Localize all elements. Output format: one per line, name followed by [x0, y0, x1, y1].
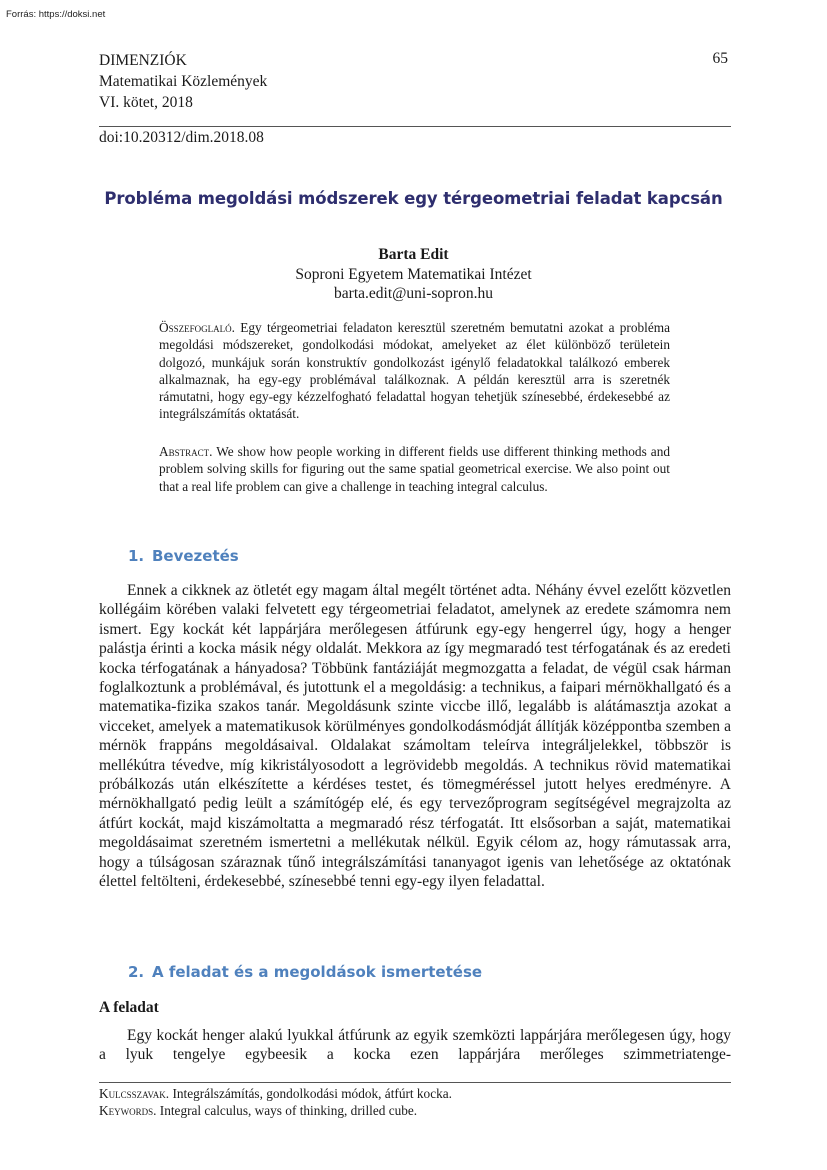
keywords-english-label: Keywords.	[99, 1103, 157, 1118]
section-heading-problem	[128, 963, 482, 981]
abstract-hungarian	[159, 319, 670, 423]
journal-volume: VI. kötet, 2018	[99, 94, 193, 111]
source-label: Forrás: https://doksi.net	[6, 9, 106, 20]
section-heading-introduction	[128, 547, 239, 565]
keywords-hungarian	[99, 1085, 452, 1102]
subsection-heading: A feladat	[99, 999, 159, 1016]
intro-paragraph: Ennek a cikknek az ötletét egy magam által megélt történet adta. Néhány évvel ezelőtt közvetlen kollégáim körében valaki felvetett egy térgeometriai feladatot, amelynek az eredete számomra nem ismert. Egy kockát két lappárjára merőlegesen átfúrunk egy-egy hengerrel úgy, hogy a henger palástja érinti a kocka másik négy oldalát. Mekkora az így megmaradó test térfogatának és az eredeti kocka térfogatának a hányadosa? Többünk fantáziáját megmozgatta a feladat, de végül csak hárman foglalkoztunk a problémával, és jutottunk el a megoldásig: a technikus, a faipari mérnökhallgató és a matematika-fizika szakos tanár. Megoldásunk szinte viccbe illő, legalább is alátámasztja azokat a vicceket, amelyek a matematikusok körülményes gondolkodásmódját állítják középpontba szemben a mérnök frappáns megoldásaival. Oldalakat számoltam teleírva integráljelekkel, többször is mellékútra tévedve, míg kikristályosodott a legrövidebb megoldás. A technikus rövid matematikai próbálkozás után elkészítette a kérdéses testet, és tömegméréssel jutott helyes eredményre. A mérnökhallgató pedig leült a számítógép elé, és egy tervezőprogram segítségével megrajzolta az átfúrt kockát, majd kiszámoltatta a megmaradó rész térfogatát. Itt elsősorban a saját, matematikai megoldásaimat szeretném ismertetni a mellékutak nélkül. Egyik célom az, hogy rámutassak arra, hogy a túlságosan száraznak tűnő integrálszámítási tananyagot igenis van lehetősége az oktatónak élettel feltölteni, érdekesebbé, színesebbé tenni egy-egy ilyen feladattal.	[99, 582, 731, 891]
author-email: barta.edit@uni-sopron.hu	[334, 285, 493, 302]
author-name: Barta Edit	[378, 246, 449, 263]
author-affiliation: Soproni Egyetem Matematikai Intézet	[295, 265, 532, 283]
abstract-hungarian-text: Egy térgeometriai feladaton keresztül szeretném bemutatni azokat a probléma megoldási módszereket, gondolkodási módokat, amelyeket az élet különböző területein dolgozó, munkájuk során konstruktív gondolkozást igénylő feladatokkal találkozó emberek alkalmaznak, ha egy-egy problémával találkoznak. A példán keresztül arra is szeretnék rámutatni, hogy egy-egy kézzelfogható feladattal hogyan tehetjük színesebbé, érdekesebbé az integrálszámítás oktatását.	[159, 320, 670, 422]
keywords-hungarian-text: Integrálszámítás, gondolkodási módok, átfúrt kocka.	[172, 1086, 452, 1101]
abstract-hungarian-label: Összefoglaló.	[159, 320, 235, 335]
section-number: 1.	[128, 547, 145, 565]
section-number: 2.	[128, 963, 145, 981]
doi: doi:10.20312/dim.2018.08	[99, 129, 264, 146]
journal-name: DIMENZIÓK	[99, 52, 187, 69]
problem-paragraph: Egy kockát henger alakú lyukkal átfúrunk az egyik szemközti lappárjára merőlegesen úgy, hogy a lyuk tengelye egybeesik a kocka ezen lappárjára merőleges szimmetriatenge-	[99, 1027, 731, 1064]
header-divider	[99, 126, 731, 127]
journal-info	[99, 50, 267, 113]
abstract-english-label: Abstract.	[159, 444, 213, 459]
abstract-english	[159, 443, 670, 495]
keywords-hungarian-label: Kulcsszavak.	[99, 1086, 170, 1101]
footer-keywords	[99, 1085, 452, 1119]
keywords-english	[99, 1102, 452, 1119]
abstract-english-text: We show how people working in different fields use different thinking methods and problem solving skills for figuring out the same spatial geometrical exercise. We also point out that a real life problem can give a challenge in teaching integral calculus.	[159, 444, 670, 494]
section-title: A feladat és a megoldások ismertetése	[152, 963, 483, 981]
footer-divider	[99, 1082, 731, 1083]
journal-subtitle: Matematikai Közlemények	[99, 73, 268, 90]
section-title: Bevezetés	[152, 547, 239, 565]
author-block	[0, 245, 827, 304]
article-title: Probléma megoldási módszerek egy térgeometriai feladat kapcsán	[104, 189, 723, 208]
keywords-english-text: Integral calculus, ways of thinking, drilled cube.	[159, 1103, 418, 1118]
page-number: 65	[712, 50, 728, 67]
